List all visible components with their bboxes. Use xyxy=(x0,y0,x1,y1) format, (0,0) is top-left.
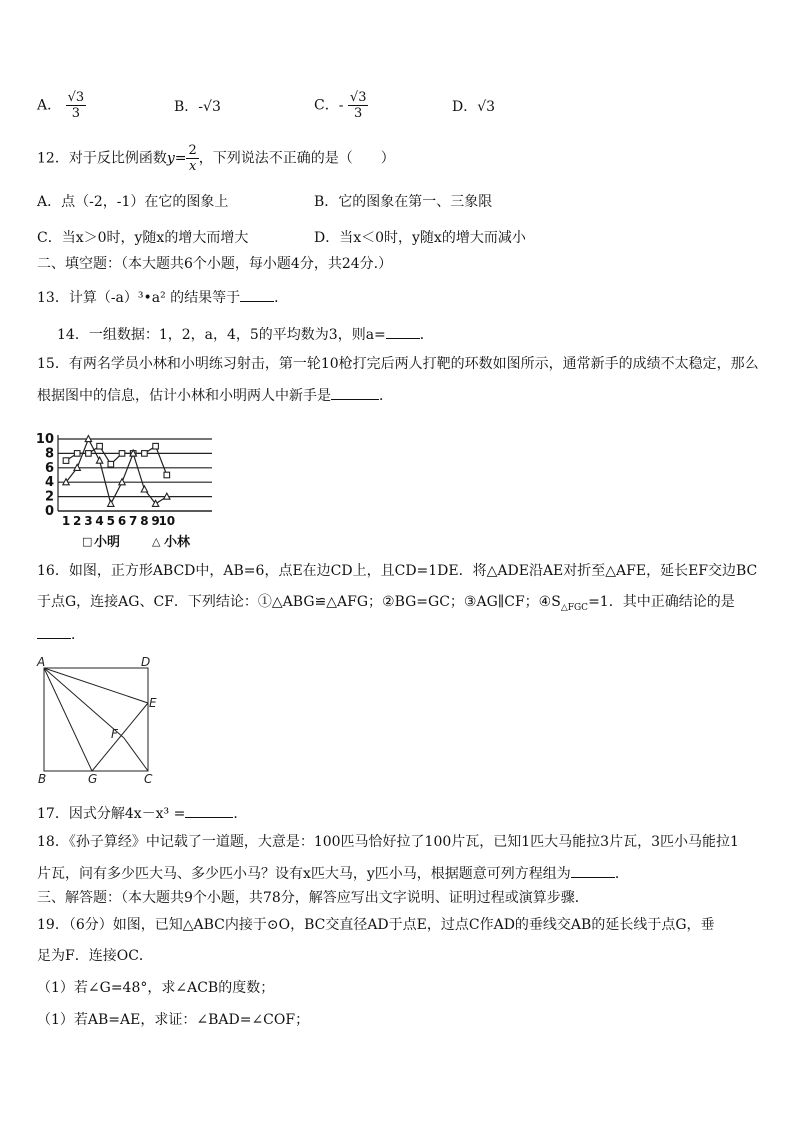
point-triangle-8 xyxy=(141,486,147,492)
shooting-score-chart xyxy=(36,424,236,552)
section-heading-solutions: 三、解答题：（本大题共9个小题，共78分，解答应写出文字说明、证明过程或演算步骤． xyxy=(37,890,589,906)
q19-line1: 19．（6分）如图，已知△ABC内接于⊙O，BC交直径AD于点E，过点C作AD的垂线交AB的延长线于点G，垂 xyxy=(37,917,715,933)
question-end: ． xyxy=(71,627,85,643)
question-end: ． xyxy=(419,327,434,343)
question-text: 片瓦，问有多少匹大马、多少匹小马？设有x匹大马，y匹小马，根据题意可列方程组为 xyxy=(37,866,571,882)
question-text: 14．一组数据：1，2，a，4，5的平均数为3，则a= xyxy=(57,327,386,343)
question-end: ． xyxy=(614,866,629,882)
legend-label-1: 小林 xyxy=(164,535,191,550)
question-end: ． xyxy=(379,388,393,404)
y-tick-10: 10 xyxy=(36,432,54,447)
q19-part1: （1）若∠G=48°，求∠ACB的度数； xyxy=(37,980,275,996)
q17 xyxy=(37,803,247,823)
fraction xyxy=(66,90,87,121)
label-f: F xyxy=(111,727,118,741)
point-square-1 xyxy=(63,458,69,464)
point-square-3 xyxy=(86,451,92,457)
point-square-8 xyxy=(142,451,148,457)
legend-symbol-0: □ xyxy=(82,535,93,548)
q12-option-a: A．点（-2，-1）在它的图象上 xyxy=(37,194,229,210)
option-text: √3 xyxy=(477,99,496,115)
question-text: 13．计算（-a）³•a² 的结果等于 xyxy=(37,290,241,306)
subscript: △FGC xyxy=(560,602,589,613)
segment-fc xyxy=(124,738,148,771)
numerator: √3 xyxy=(349,90,367,105)
point-square-2 xyxy=(74,451,80,457)
option-label: A． xyxy=(37,97,62,114)
question-end: ． xyxy=(274,290,289,306)
x-tick-1: 1 xyxy=(61,514,71,528)
legend-label-0: 小明 xyxy=(94,535,121,550)
point-square-10 xyxy=(164,472,170,478)
q11-option-d xyxy=(452,98,495,116)
q18-line2 xyxy=(37,863,629,883)
denominator: 3 xyxy=(354,106,363,121)
fraction xyxy=(186,143,198,174)
chart-series xyxy=(63,436,170,507)
label-d: D xyxy=(141,655,151,669)
numerator: √3 xyxy=(67,90,85,105)
question-end: ． xyxy=(233,806,248,822)
q11-option-a xyxy=(37,90,86,121)
x-tick-9: 9 xyxy=(151,514,160,528)
q12-option-c: C．当x＞0时，y随x的增大而增大 xyxy=(37,230,249,246)
x-tick-6: 6 xyxy=(117,514,127,528)
q18-line1: 18．《孙子算经》中记载了一道题，大意是：100匹马恰好拉了100片瓦，已知1匹大马能拉3片瓦，3匹小马能拉1 xyxy=(37,834,739,850)
segment-eg xyxy=(92,703,148,771)
q12-stem: 12．对于反比例函数y= $\frac{2}{x}$ ，下列说法不正确的是（ ） xyxy=(37,143,395,174)
q12-option-d: D．当x＜0时，y随x的增大而减小 xyxy=(314,230,526,246)
square-abcd xyxy=(44,668,148,771)
q11-option-b xyxy=(174,98,221,116)
x-tick-labels xyxy=(62,514,175,528)
x-tick-10: 10 xyxy=(158,514,176,528)
numerator: 2 xyxy=(188,143,197,158)
answer-blank xyxy=(571,863,615,878)
fraction xyxy=(348,90,369,121)
point-square-4 xyxy=(97,443,103,449)
x-tick-4: 4 xyxy=(95,514,104,528)
denominator: 3 xyxy=(71,106,80,121)
answer-blank xyxy=(240,287,274,302)
square-figure xyxy=(34,654,164,786)
x-tick-3: 3 xyxy=(84,514,93,528)
option-label: B． xyxy=(174,99,199,115)
y-tick-labels xyxy=(36,432,54,519)
segment-ae xyxy=(44,668,148,703)
answer-blank xyxy=(37,624,71,639)
q19-line2: 足为F．连接OC． xyxy=(37,948,153,964)
func-lhs: y xyxy=(166,150,175,167)
point-triangle-4 xyxy=(96,457,102,463)
question-text: 17．因式分解4x－x³ = xyxy=(37,806,186,822)
answer-blank xyxy=(331,385,379,400)
label-e: E xyxy=(149,696,157,710)
label-a: A xyxy=(37,655,46,669)
answer-blank xyxy=(386,324,420,339)
question-text: 根据图中的信息，估计小林和小明两人中新手是 xyxy=(37,388,331,404)
denominator: x xyxy=(188,159,197,174)
q16-line2 xyxy=(37,593,735,617)
segment-ag xyxy=(44,668,92,771)
y-tick-8: 8 xyxy=(44,446,54,462)
answer-blank xyxy=(185,803,233,818)
y-tick-0: 0 xyxy=(44,504,54,519)
q19-part2: （1）若AB=AE，求证：∠BAD=∠COF； xyxy=(37,1012,310,1028)
q14 xyxy=(57,324,434,344)
q15-line2 xyxy=(37,385,393,405)
label-g: G xyxy=(88,772,98,786)
y-tick-4: 4 xyxy=(44,475,54,491)
label-b: B xyxy=(38,772,47,786)
q11-option-c xyxy=(314,90,368,121)
point-square-6 xyxy=(119,451,125,457)
x-tick-2: 2 xyxy=(73,514,82,528)
chart-grid xyxy=(58,435,212,511)
x-tick-7: 7 xyxy=(129,514,138,528)
point-square-9 xyxy=(153,443,159,449)
y-tick-6: 6 xyxy=(44,460,54,476)
chart-legend xyxy=(82,534,191,550)
stem-text: ，下列说法不正确的是（ ） xyxy=(198,150,395,167)
question-text: 于点G，连接AG、CF．下列结论：①△ABG≌△AFG；②BG=GC；③AG∥CF；④S xyxy=(37,594,561,610)
legend-symbol-1: △ xyxy=(152,535,161,548)
point-square-5 xyxy=(108,461,114,467)
q16-line1: 16．如图，正方形ABCD中，AB=6，点E在边CD上，且CD=1DE．将△ADE沿AE对折至△AFE，延长EF交边BC xyxy=(37,563,758,579)
question-text: =1．其中正确结论的是 xyxy=(588,594,735,610)
label-c: C xyxy=(144,772,153,786)
stem-text: 12．对于反比例函数 xyxy=(37,150,167,167)
option-text: -√3 xyxy=(198,99,221,115)
sign: - xyxy=(338,97,344,114)
q12-option-b: B．它的图象在第一、三象限 xyxy=(314,194,493,210)
section-heading-fill-in: 二、填空题：（本大题共6个小题，每小题4分，共24分.） xyxy=(37,256,393,272)
x-tick-5: 5 xyxy=(106,514,115,528)
q13 xyxy=(37,287,288,307)
y-tick-2: 2 xyxy=(44,489,54,505)
option-label: C． xyxy=(314,97,339,114)
option-label: D． xyxy=(452,99,478,115)
q16-line3 xyxy=(37,624,85,644)
point-triangle-5 xyxy=(108,500,114,506)
q15-line1: 15．有两名学员小林和小明练习射击，第一轮10枪打完后两人打靶的环数如图所示，通常新手的成绩不太稳定，那么 xyxy=(37,356,759,372)
x-tick-8: 8 xyxy=(140,514,149,528)
